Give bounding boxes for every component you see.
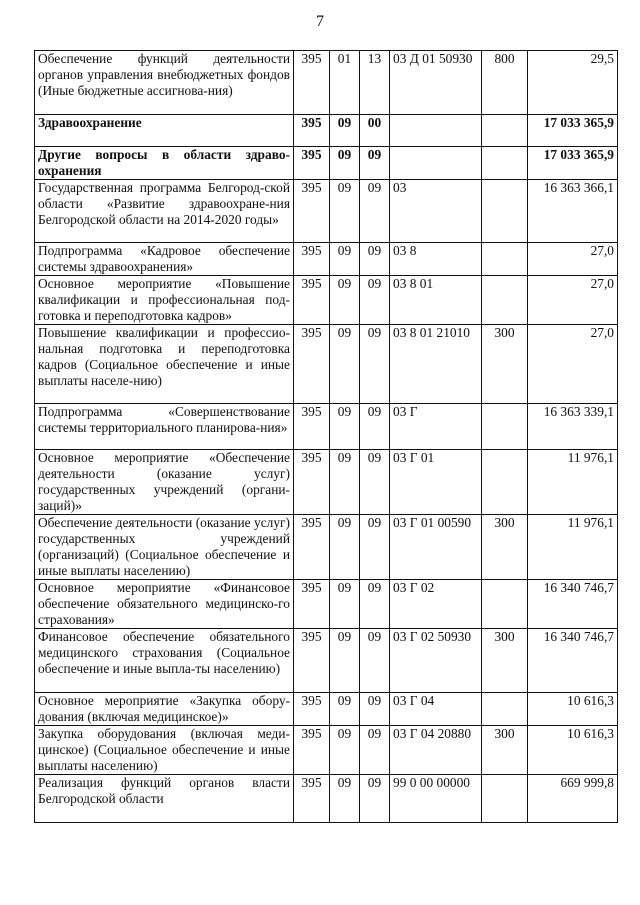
row-name-cell: Другие вопросы в области здраво-охранения	[35, 147, 294, 180]
grbs-code-cell: 395	[294, 404, 330, 450]
row-name-cell: Обеспечение функций деятельности органов управления внебюджетных фондов (Иные бюджетные ассигнова-ния)	[35, 51, 294, 115]
table-row	[35, 775, 618, 823]
subsection-code-cell: 09	[360, 629, 390, 693]
subsection-code-cell: 09	[360, 404, 390, 450]
amount-cell: 27,0	[528, 243, 618, 276]
expense-type-cell	[482, 115, 528, 147]
amount-cell: 27,0	[528, 276, 618, 325]
grbs-code-cell: 395	[294, 243, 330, 276]
subsection-code-cell: 09	[360, 243, 390, 276]
amount-cell: 10 616,3	[528, 726, 618, 775]
table-row	[35, 147, 618, 180]
target-article-cell: 03 Г 04	[390, 693, 482, 726]
grbs-code-cell: 395	[294, 325, 330, 404]
target-article-cell: 03 Д 01 50930	[390, 51, 482, 115]
subsection-code-cell: 09	[360, 580, 390, 629]
row-name-cell: Обеспечение деятельности (оказание услуг) государственных учреждений (организаций) (Социальное обеспечение и иные выплаты населению)	[35, 515, 294, 580]
amount-cell: 17 033 365,9	[528, 115, 618, 147]
expense-type-cell: 300	[482, 726, 528, 775]
grbs-code-cell: 395	[294, 693, 330, 726]
subsection-code-cell: 09	[360, 147, 390, 180]
subsection-code-cell: 09	[360, 775, 390, 823]
section-code-cell: 09	[330, 276, 360, 325]
table-row	[35, 404, 618, 450]
expense-type-cell	[482, 276, 528, 325]
expense-type-cell	[482, 180, 528, 243]
page-number: 7	[316, 13, 324, 30]
amount-cell: 27,0	[528, 325, 618, 404]
row-name-cell: Реализация функций органов власти Белгородской области	[35, 775, 294, 823]
table-row	[35, 515, 618, 580]
section-code-cell: 09	[330, 515, 360, 580]
table-row	[35, 450, 618, 515]
section-code-cell: 09	[330, 404, 360, 450]
table-row	[35, 115, 618, 147]
section-code-cell: 01	[330, 51, 360, 115]
table-row	[35, 693, 618, 726]
amount-cell: 16 340 746,7	[528, 580, 618, 629]
table-row	[35, 51, 618, 115]
grbs-code-cell: 395	[294, 580, 330, 629]
expense-type-cell	[482, 147, 528, 180]
target-article-cell: 03 Г 04 20880	[390, 726, 482, 775]
expense-type-cell	[482, 450, 528, 515]
table-row	[35, 243, 618, 276]
target-article-cell: 03 Г 01 00590	[390, 515, 482, 580]
section-code-cell: 09	[330, 775, 360, 823]
row-name-cell: Основное мероприятие «Повышение квалификации и профессиональная под-готовка и переподготовка кадров»	[35, 276, 294, 325]
grbs-code-cell: 395	[294, 726, 330, 775]
expense-type-cell	[482, 243, 528, 276]
subsection-code-cell: 09	[360, 180, 390, 243]
subsection-code-cell: 09	[360, 450, 390, 515]
expense-type-cell	[482, 775, 528, 823]
expense-type-cell: 800	[482, 51, 528, 115]
grbs-code-cell: 395	[294, 775, 330, 823]
row-name-cell: Подпрограмма «Совершенствование системы территориального планирова-ния»	[35, 404, 294, 450]
section-code-cell: 09	[330, 115, 360, 147]
row-name-cell: Здравоохранение	[35, 115, 294, 147]
expense-type-cell: 300	[482, 629, 528, 693]
target-article-cell	[390, 147, 482, 180]
expense-type-cell: 300	[482, 325, 528, 404]
target-article-cell: 03 Г 02 50930	[390, 629, 482, 693]
row-name-cell: Основное мероприятие «Обеспечение деятельности (оказание услуг) государственных учреждений (органи-заций)»	[35, 450, 294, 515]
table-row	[35, 325, 618, 404]
amount-cell: 11 976,1	[528, 450, 618, 515]
table-row	[35, 276, 618, 325]
budget-table	[34, 50, 618, 823]
subsection-code-cell: 09	[360, 325, 390, 404]
subsection-code-cell: 09	[360, 515, 390, 580]
grbs-code-cell: 395	[294, 450, 330, 515]
table-row	[35, 726, 618, 775]
row-name-cell: Финансовое обеспечение обязательного медицинского страхования (Социальное обеспечение и иные выпла-ты населению)	[35, 629, 294, 693]
table-row	[35, 629, 618, 693]
section-code-cell: 09	[330, 450, 360, 515]
subsection-code-cell: 09	[360, 276, 390, 325]
row-name-cell: Основное мероприятие «Финансовое обеспечение обязательного медицинско-го страхования»	[35, 580, 294, 629]
amount-cell: 17 033 365,9	[528, 147, 618, 180]
row-name-cell: Повышение квалификации и профессио-нальная подготовка и переподготовка кадров (Социальное обеспечение и иные выплаты населе-нию)	[35, 325, 294, 404]
expense-type-cell: 300	[482, 515, 528, 580]
grbs-code-cell: 395	[294, 51, 330, 115]
grbs-code-cell: 395	[294, 147, 330, 180]
section-code-cell: 09	[330, 325, 360, 404]
row-name-cell: Закупка оборудования (включая меди-цинское) (Социальное обеспечение и иные выплаты населению)	[35, 726, 294, 775]
amount-cell: 29,5	[528, 51, 618, 115]
subsection-code-cell: 09	[360, 726, 390, 775]
grbs-code-cell: 395	[294, 629, 330, 693]
grbs-code-cell: 395	[294, 515, 330, 580]
subsection-code-cell: 00	[360, 115, 390, 147]
expense-type-cell	[482, 693, 528, 726]
section-code-cell: 09	[330, 243, 360, 276]
row-name-cell: Подпрограмма «Кадровое обеспечение системы здравоохранения»	[35, 243, 294, 276]
subsection-code-cell: 13	[360, 51, 390, 115]
section-code-cell: 09	[330, 147, 360, 180]
row-name-cell: Государственная программа Белгород-ской области «Развитие здравоохране-ния Белгородской области на 2014-2020 годы»	[35, 180, 294, 243]
grbs-code-cell: 395	[294, 180, 330, 243]
table-body	[35, 51, 618, 823]
target-article-cell: 03 8 01 21010	[390, 325, 482, 404]
amount-cell: 16 363 366,1	[528, 180, 618, 243]
amount-cell: 10 616,3	[528, 693, 618, 726]
section-code-cell: 09	[330, 180, 360, 243]
target-article-cell: 03 Г 02	[390, 580, 482, 629]
section-code-cell: 09	[330, 580, 360, 629]
target-article-cell	[390, 115, 482, 147]
grbs-code-cell: 395	[294, 276, 330, 325]
amount-cell: 16 340 746,7	[528, 629, 618, 693]
expense-type-cell	[482, 404, 528, 450]
amount-cell: 11 976,1	[528, 515, 618, 580]
table-row	[35, 180, 618, 243]
target-article-cell: 03	[390, 180, 482, 243]
expense-type-cell	[482, 580, 528, 629]
amount-cell: 16 363 339,1	[528, 404, 618, 450]
target-article-cell: 99 0 00 00000	[390, 775, 482, 823]
target-article-cell: 03 Г 01	[390, 450, 482, 515]
subsection-code-cell: 09	[360, 693, 390, 726]
target-article-cell: 03 8 01	[390, 276, 482, 325]
section-code-cell: 09	[330, 693, 360, 726]
grbs-code-cell: 395	[294, 115, 330, 147]
target-article-cell: 03 8	[390, 243, 482, 276]
row-name-cell: Основное мероприятие «Закупка обору-дования (включая медицинское)»	[35, 693, 294, 726]
section-code-cell: 09	[330, 629, 360, 693]
amount-cell: 669 999,8	[528, 775, 618, 823]
section-code-cell: 09	[330, 726, 360, 775]
target-article-cell: 03 Г	[390, 404, 482, 450]
table-row	[35, 580, 618, 629]
